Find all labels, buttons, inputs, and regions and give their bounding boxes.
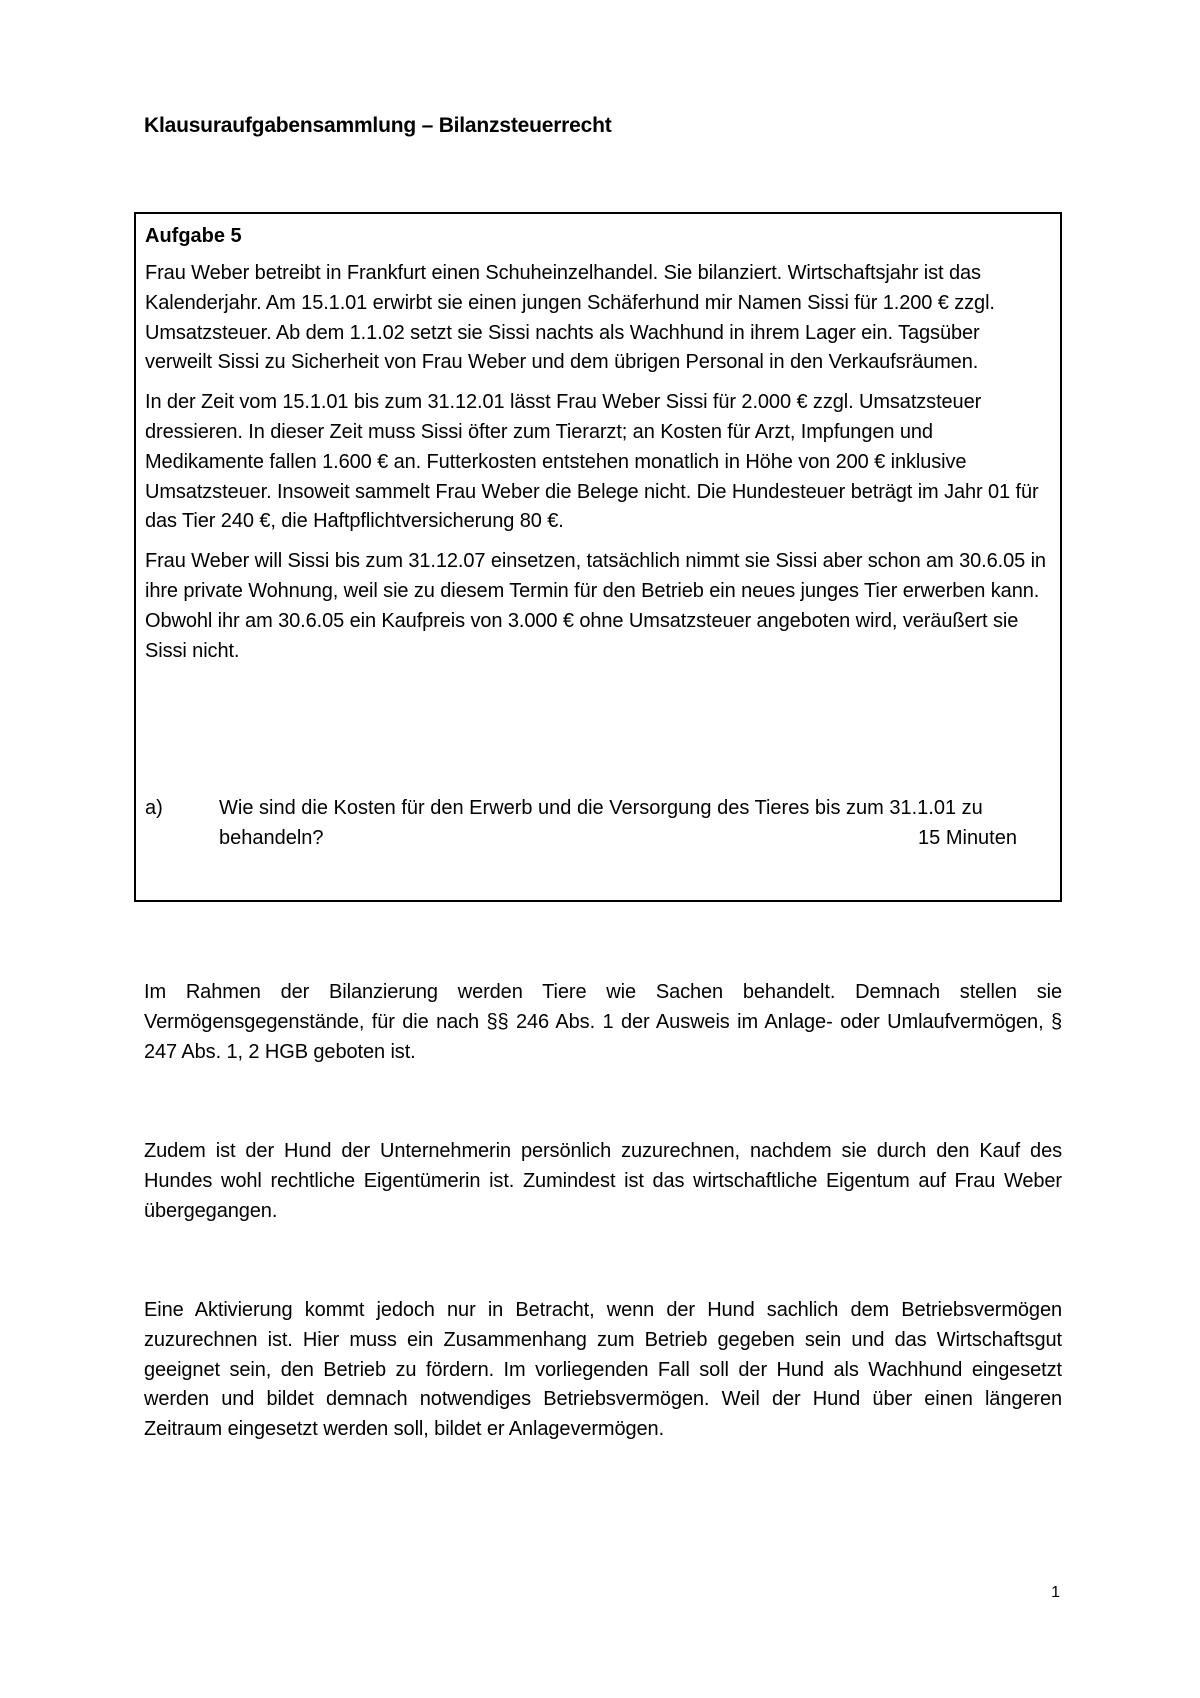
answer-paragraph-3: Eine Aktivierung kommt jedoch nur in Betracht, wenn der Hund sachlich dem Betriebsvermögen zuzurechnen ist. Hier muss ein Zusammenhang zum Betrieb gegeben sein und das Wirtschaftsgut geeignet sein, den Betrieb zu fördern. Im vorliegenden Fall soll der Hund als Wachhund eingesetzt werden und bildet demnach notwendiges Betriebsvermögen. Weil der Hund über einen längeren Zeitraum eingesetzt werden soll, bildet er Anlagevermögen.	[144, 1299, 1062, 1441]
question-time: 15 Minuten	[918, 826, 1017, 849]
task-paragraph-3: Frau Weber will Sissi bis zum 31.12.07 einsetzen, tatsächlich nimmt sie Sissi aber schon am 30.6.05 in ihre private Wohnung, weil sie zu diesem Termin für den Betrieb ein neues junges Tier erwerben kann. Obwohl ihr am 30.6.05 ein Kaufpreis von 3.000 € ohne Umsatzsteuer angeboten wird, veräußert sie Sissi nicht.	[145, 550, 1046, 662]
answer-paragraph-1: Im Rahmen der Bilanzierung werden Tiere wie Sachen behandelt. Demnach stellen sie Vermögensgegenstände, für die nach §§ 246 Abs. 1 der Ausweis im Anlage- oder Umlaufvermögen, § 247 Abs. 1, 2 HGB geboten ist.	[144, 981, 1062, 1063]
question-text: Wie sind die Kosten für den Erwerb und die Versorgung des Tieres bis zum 31.1.01 zu behandeln?	[219, 797, 983, 849]
page-number: 1	[1051, 1584, 1060, 1601]
task-paragraph-2: In der Zeit vom 15.1.01 bis zum 31.12.01 lässt Frau Weber Sissi für 2.000 € zzgl. Umsatzsteuer dressieren. In dieser Zeit muss Sissi öfter zum Tierarzt; an Kosten für Arzt, Impfungen und Medikamente fallen 1.600 € an. Futterkosten entstehen monatlich in Höhe von 200 € inklusive Umsatzsteuer. Insoweit sammelt Frau Weber die Belege nicht. Die Hundesteuer beträgt im Jahr 01 für das Tier 240 €, die Haftpflichtversicherung 80 €.	[145, 391, 1039, 533]
question-label: a)	[145, 797, 163, 819]
task-title: Aufgabe 5	[145, 225, 242, 247]
task-box	[134, 212, 1062, 902]
task-paragraph-1: Frau Weber betreibt in Frankfurt einen Schuheinzelhandel. Sie bilanziert. Wirtschaftsjahr ist das Kalenderjahr. Am 15.1.01 erwirbt sie einen jungen Schäferhund mir Namen Sissi für 1.200 € zzgl. Umsatzsteuer. Ab dem 1.1.02 setzt sie Sissi nachts als Wachhund in ihrem Lager ein. Tagsüber verweilt Sissi zu Sicherheit von Frau Weber und dem übrigen Personal in den Verkaufsräumen.	[145, 262, 995, 374]
answer-paragraph-2: Zudem ist der Hund der Unternehmerin persönlich zuzurechnen, nachdem sie durch den Kauf des Hundes wohl rechtliche Eigentümerin ist. Zumindest ist das wirtschaftliche Eigentum auf Frau Weber übergegangen.	[144, 1140, 1062, 1222]
page-title: Klausuraufgabensammlung – Bilanzsteuerrecht	[144, 114, 612, 137]
